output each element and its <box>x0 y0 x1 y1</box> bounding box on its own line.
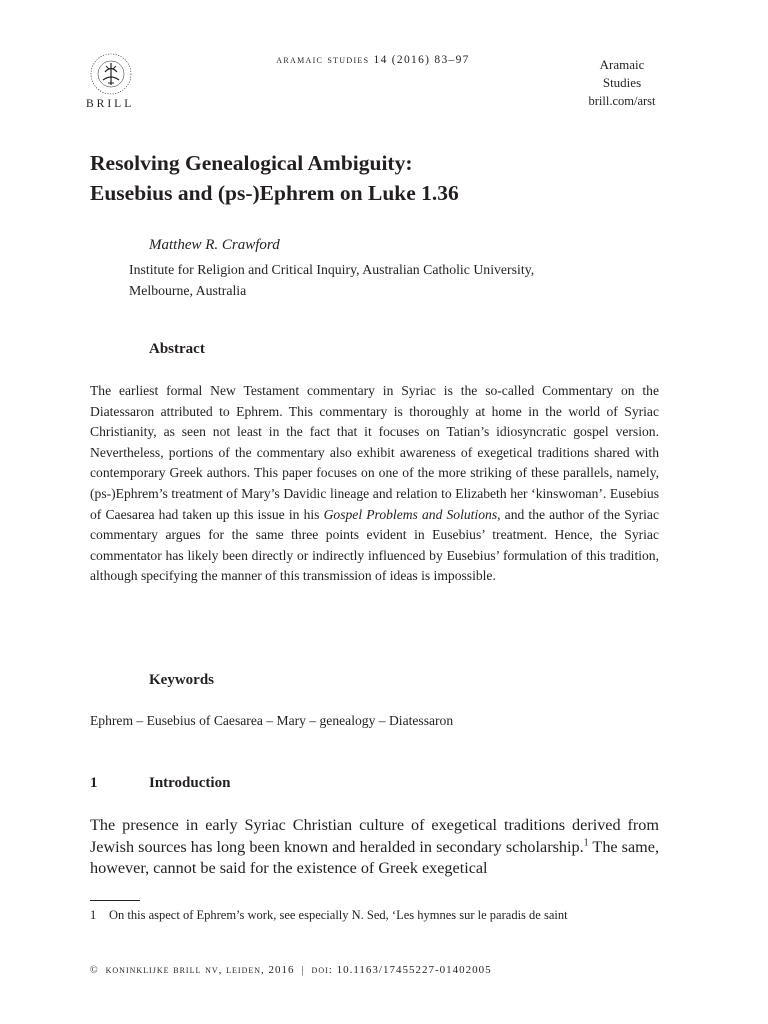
title-line: Eusebius and (ps-)Ephrem on Luke 1.36 <box>90 181 459 205</box>
abstract-heading: Abstract <box>149 341 205 357</box>
footnote-text: On this aspect of Ephrem’s work, see especially N. Sed, ‘Les hymnes sur le paradis de saint <box>109 908 568 922</box>
abstract-text-part: The earliest formal New Testament commentary in Syriac is the so-called Commentary on the Diatessaron attributed to Ephrem. This commentary is thoroughly at home in the world of Syriac Christianity, as seen not least in the fact that it focuses on Tatian’s idiosyncratic gospel version. Nevertheless, portions of the commentary also exhibit awareness of exegetical traditions shared with contemporary Greek authors. This paper focuses on one of the more striking of these parallels, namely, (ps-)Ephrem’s treatment of Mary’s Davidic lineage and relation to Elizabeth her ‘kinswoman’. Eusebius of Caesarea had taken up this issue in his <box>90 383 659 522</box>
title-line: Resolving Genealogical Ambiguity: <box>90 151 413 175</box>
footnote-divider <box>90 900 140 901</box>
book-title: Gospel Problems and Solutions <box>323 506 498 522</box>
copyright-symbol: © <box>90 965 99 976</box>
author-affiliation <box>129 259 649 301</box>
journal-url[interactable]: brill.com/arst <box>588 94 656 108</box>
article-title <box>90 148 690 208</box>
brill-seal-logo <box>84 50 138 100</box>
keywords-heading: Keywords <box>149 672 214 688</box>
affiliation-line: Institute for Religion and Critical Inquiry, Australian Catholic University, <box>129 262 535 277</box>
copyright-footer <box>90 964 492 976</box>
footer-separator: | <box>301 965 305 976</box>
abstract-text-part: , and the author of the Syriac commentary argues for the same three points evident in Eusebius’ treatment. Hence, the Syriac commentator has likely been directly or indirectly influenced by Eusebius’ formulation of this tradition, although specifying the manner of this transmission of ideas is impossible. <box>90 506 659 584</box>
journal-name-line: Aramaic <box>599 57 645 72</box>
running-head: aramaic studies 14 (2016) 83–97 <box>276 54 470 66</box>
section-number: 1 <box>90 775 98 791</box>
abstract-text <box>90 381 659 587</box>
section-title: Introduction <box>149 775 231 791</box>
body-text-part: The same, however, cannot be said for the existence of Greek exegetical <box>90 837 659 877</box>
body-text-part: The presence in early Syriac Christian culture of exegetical traditions derived from Jewish sources has long been known and heralded in secondary scholarship. <box>90 816 659 856</box>
journal-name-line: Studies <box>602 75 642 90</box>
footnote-reference[interactable]: 1 <box>583 837 589 849</box>
footnote-number: 1 <box>90 908 97 922</box>
publisher-name: BRILL <box>86 98 135 110</box>
copyright-holder: koninklijke brill nv, leiden, 2016 <box>105 964 295 976</box>
author-name: Matthew R. Crawford <box>149 237 280 253</box>
body-paragraph <box>90 815 659 880</box>
affiliation-line: Melbourne, Australia <box>129 283 247 298</box>
doi[interactable]: doi: 10.1163/17455227-01402005 <box>311 964 492 976</box>
journal-name <box>566 56 678 92</box>
keywords-list: Ephrem – Eusebius of Caesarea – Mary – genealogy – Diatessaron <box>90 713 454 728</box>
